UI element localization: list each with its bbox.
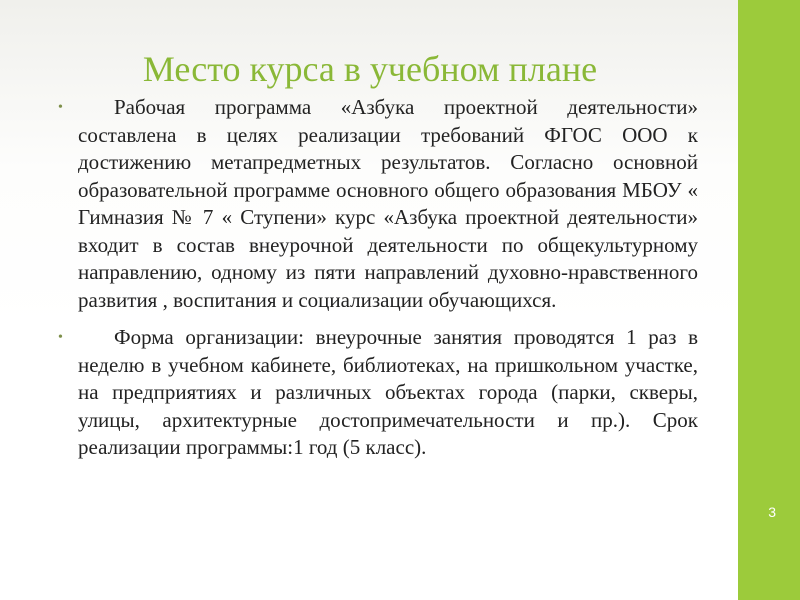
bullet-icon: •: [58, 330, 63, 345]
slide-number: 3: [768, 504, 776, 520]
slide-title: Место курса в учебном плане: [142, 49, 598, 89]
content-list: [58, 94, 698, 472]
bullet-item-curriculum: [58, 94, 698, 314]
bullet-text: Рабочая программа «Азбука проектной деятельности» составлена в целях реализации требований ФГОС ООО к достижению метапредметных результатов. Согласно основной образовательной программе основного общего образования МБОУ « Гимназия № 7 « Ступени» курс «Азбука проектной деятельности» входит в состав внеурочной деятельности по общекультурному направлению, одному из пяти направлений духовно-нравственного развития , воспитания и социализации обучающихся.: [78, 95, 698, 312]
bullet-text: Форма организации: внеурочные занятия проводятся 1 раз в неделю в учебном кабинете, библиотеках, на пришкольном участке, на предприятиях и различных объектах города (парки, скверы, улицы, архитектурные достопримечательности и пр.). Срок реализации программы:1 год (5 класс).: [78, 325, 698, 459]
bullet-icon: •: [58, 100, 63, 115]
bullet-item-organization: [58, 324, 698, 462]
